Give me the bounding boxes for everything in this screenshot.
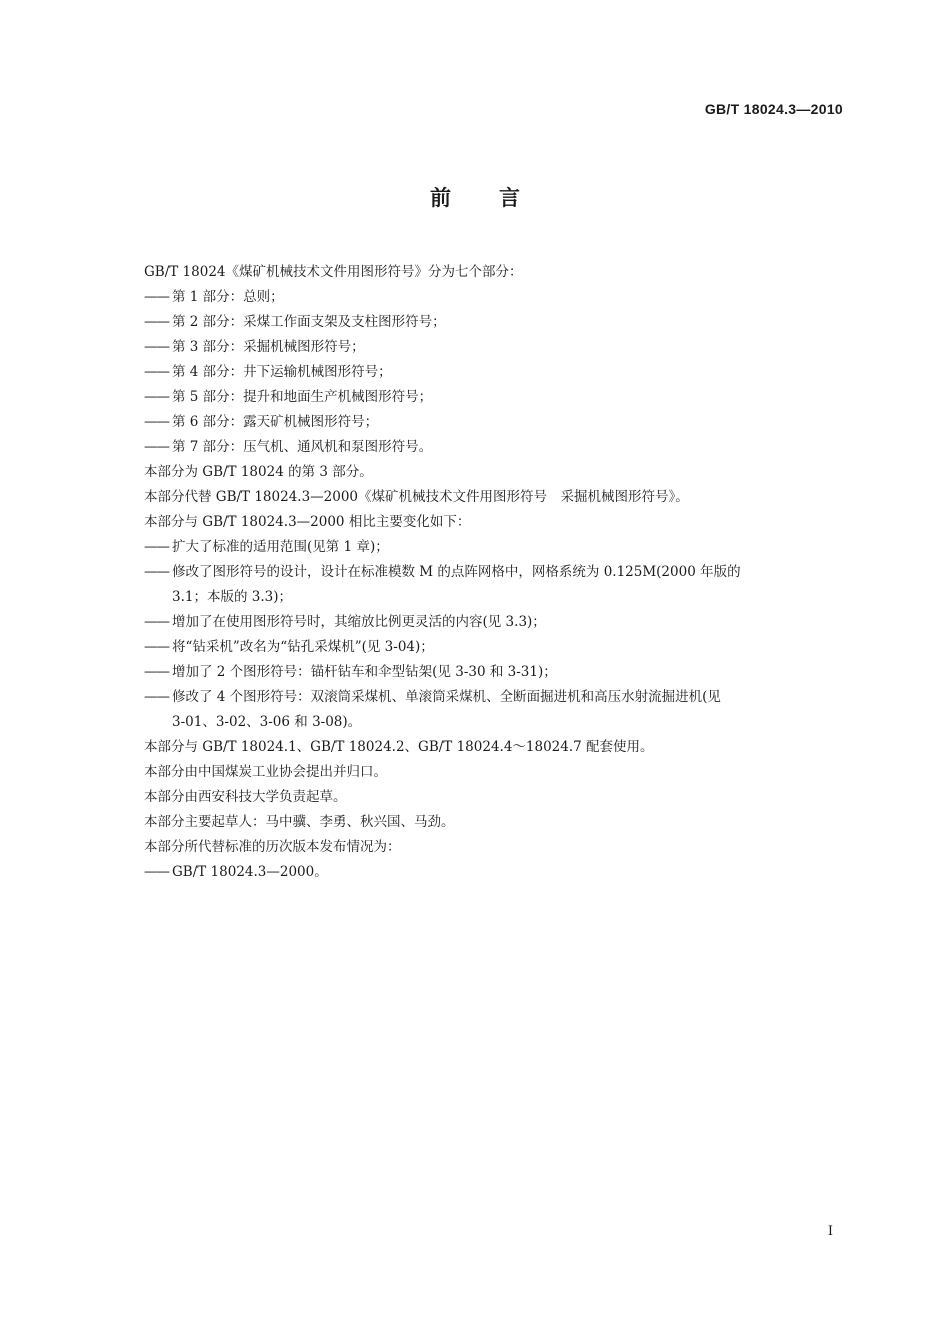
list-item (144, 385, 844, 410)
em-dash-marker: —— (144, 539, 169, 555)
em-dash-marker: —— (144, 439, 169, 455)
list-item-text: 将“钻采机”改名为“钻孔采煤机”(见 3-04)； (172, 639, 434, 655)
em-dash-marker: —— (144, 314, 169, 330)
list-item (144, 685, 844, 710)
em-dash-marker: —— (144, 414, 169, 430)
paragraph (144, 760, 844, 785)
paragraph (144, 835, 844, 860)
em-dash-marker: —— (144, 639, 169, 655)
paragraph-text: 本部分主要起草人：马中骥、李勇、秋兴国、马劲。 (144, 814, 455, 830)
paragraph-text: 本部分与 GB/T 18024.3—2000 相比主要变化如下： (144, 514, 471, 530)
paragraph (144, 485, 844, 510)
paragraph (144, 260, 844, 285)
list-item-text: GB/T 18024.3—2000。 (172, 864, 328, 880)
list-item (144, 860, 844, 885)
list-item (144, 435, 844, 460)
em-dash-marker: —— (144, 564, 169, 580)
list-item (144, 360, 844, 385)
list-item-continuation: 3.1；本版的 3.3)； (172, 589, 292, 605)
list-item (144, 310, 844, 335)
list-item-continuation: 3-01、3-02、3-06 和 3-08)。 (172, 714, 362, 730)
paragraph-text: 本部分所代替标准的历次版本发布情况为： (144, 839, 401, 855)
foreword-body (144, 260, 844, 885)
list-item-text: 第 6 部分：露天矿机械图形符号； (172, 414, 379, 430)
list-item (144, 635, 844, 660)
list-item-text: 第 2 部分：采煤工作面支架及支柱图形符号； (172, 314, 446, 330)
paragraph-text: GB/T 18024《煤矿机械技术文件用图形符号》分为七个部分： (144, 264, 523, 280)
paragraph-text: 本部分为 GB/T 18024 的第 3 部分。 (144, 464, 373, 480)
em-dash-marker: —— (144, 689, 169, 705)
list-item-text: 第 5 部分：提升和地面生产机械图形符号； (172, 389, 433, 405)
paragraph (144, 810, 844, 835)
list-item-text: 修改了 4 个图形符号：双滚筒采煤机、单滚筒采煤机、全断面掘进机和高压水射流掘进机(见 (172, 689, 721, 705)
list-item (144, 535, 844, 560)
list-item-text: 扩大了标准的适用范围(见第 1 章)； (172, 539, 389, 555)
paragraph-text: 本部分由中国煤炭工业协会提出并归口。 (144, 764, 387, 780)
list-item-text: 修改了图形符号的设计，设计在标准模数 M 的点阵网格中，网格系统为 0.125M(2000 年版的 (172, 564, 741, 580)
standard-number: GB/T 18024.3—2010 (704, 101, 843, 117)
paragraph-text: 本部分由西安科技大学负责起草。 (144, 789, 347, 805)
list-item (144, 660, 844, 685)
em-dash-marker: —— (144, 364, 169, 380)
page-number: I (827, 1224, 833, 1239)
paragraph (144, 460, 844, 485)
paragraph (144, 735, 844, 760)
paragraph-text: 本部分与 GB/T 18024.1、GB/T 18024.2、GB/T 18024.4～18024.7 配套使用。 (144, 739, 654, 755)
list-item (144, 285, 844, 310)
list-item (144, 335, 844, 360)
list-item (144, 610, 844, 635)
em-dash-marker: —— (144, 339, 169, 355)
page-title: 前言 (430, 186, 568, 210)
paragraph (144, 510, 844, 535)
paragraph-text: 本部分代替 GB/T 18024.3—2000《煤矿机械技术文件用图形符号 采掘机械图形符号》。 (144, 489, 689, 505)
em-dash-marker: —— (144, 614, 169, 630)
list-item-text: 第 7 部分：压气机、通风机和泵图形符号。 (172, 439, 433, 455)
em-dash-marker: —— (144, 389, 169, 405)
paragraph (144, 785, 844, 810)
em-dash-marker: —— (144, 289, 169, 305)
list-item-text: 增加了在使用图形符号时，其缩放比例更灵活的内容(见 3.3)； (172, 614, 546, 630)
em-dash-marker: —— (144, 864, 169, 880)
list-item-text: 第 1 部分：总则； (172, 289, 284, 305)
em-dash-marker: —— (144, 664, 169, 680)
list-item (144, 560, 844, 585)
list-item (144, 410, 844, 435)
list-item-text: 第 4 部分：井下运输机械图形符号； (172, 364, 392, 380)
list-item-text: 增加了 2 个图形符号：锚杆钻车和伞型钻架(见 3-30 和 3-31)； (172, 664, 557, 680)
list-item-text: 第 3 部分：采掘机械图形符号； (172, 339, 365, 355)
